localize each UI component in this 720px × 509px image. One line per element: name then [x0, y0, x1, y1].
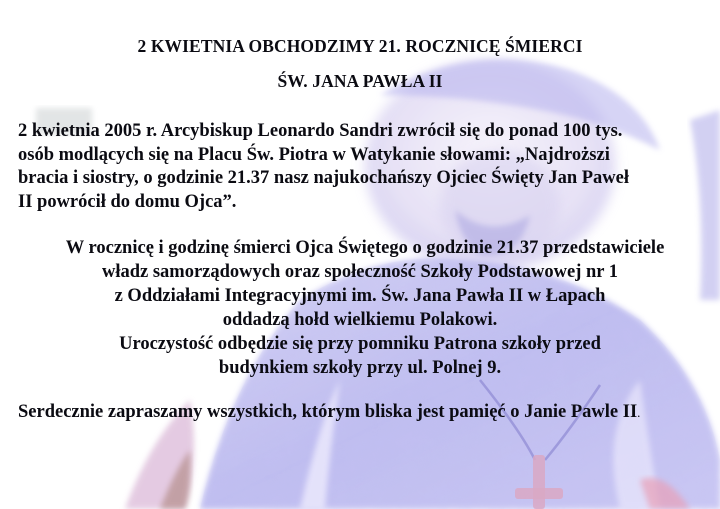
ceremony-line: oddadzą hołd wielkiemu Polakowi. — [222, 310, 498, 330]
invitation-text: Serdecznie zapraszamy wszystkich, którym bliska jest pamięć o Janie Pawle II — [18, 402, 638, 422]
intro-line: bracia i siostry, o godzinie 21.37 nasz najukochańszy Ojciec Święty Jan Paweł — [18, 168, 629, 188]
ceremony-line: władz samorządowych oraz społeczność Szkoły Podstawowej nr 1 — [101, 262, 619, 282]
headline-line-2: ŚW. JANA PAWŁA II — [277, 71, 443, 91]
invitation-line — [18, 402, 720, 423]
intro-paragraph — [18, 120, 718, 214]
ceremony-line: W rocznicę i godzinę śmierci Ojca Świętego o godzinie 21.37 przedstawiciele — [65, 238, 665, 258]
invitation-period: . — [637, 405, 641, 420]
intro-line: 2 kwietnia 2005 r. Arcybiskup Leonardo Sandri zwrócił się do ponad 100 tys. — [18, 121, 623, 141]
intro-line: osób modlących się na Placu Św. Piotra w Watykanie słowami: „Najdroższi — [18, 144, 610, 165]
headline-line-1: 2 KWIETNIA OBCHODZIMY 21. ROCZNICĘ ŚMIERCI — [137, 36, 583, 56]
intro-line: II powrócił do domu Ojca”. — [18, 191, 237, 212]
ceremony-line: budynkiem szkoły przy ul. Polnej 9. — [218, 358, 502, 378]
ceremony-paragraph — [0, 236, 720, 380]
ceremony-line: Uroczystość odbędzie się przy pomniku Patrona szkoły przed — [119, 334, 601, 354]
ceremony-line: z Oddziałami Integracyjnymi im. Św. Jana Pawła II w Łapach — [114, 286, 606, 306]
